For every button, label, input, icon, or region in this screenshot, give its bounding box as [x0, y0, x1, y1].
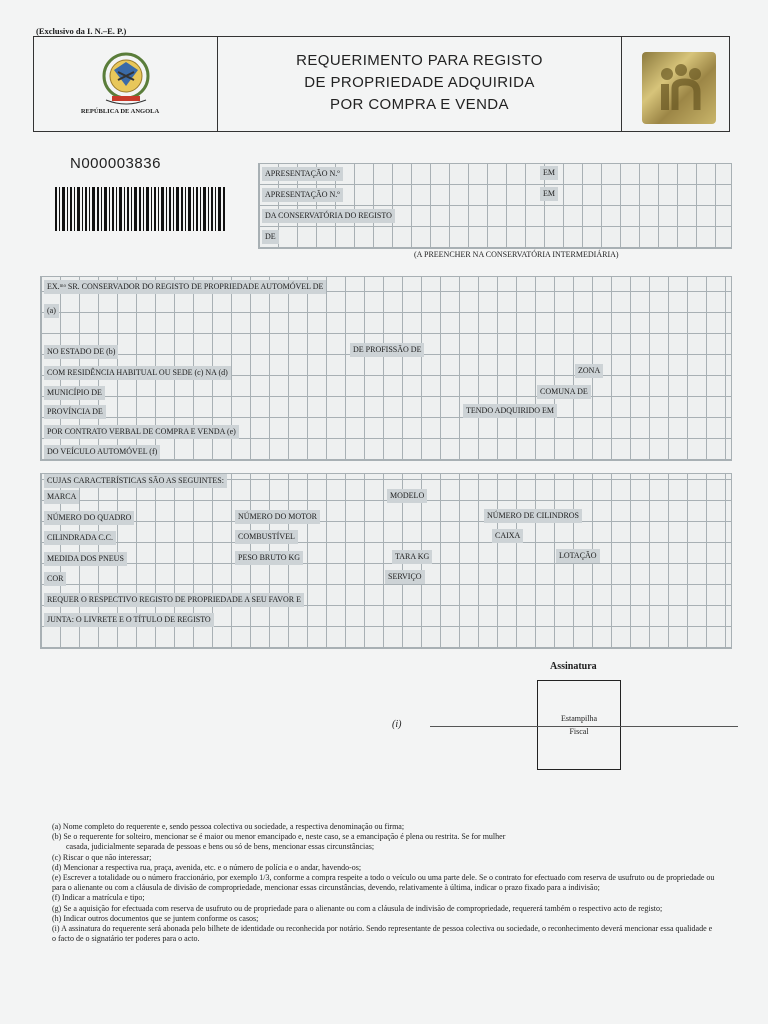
a-label: (a): [44, 304, 59, 318]
angola-emblem-icon: [96, 50, 156, 108]
quadro-label: NÚMERO DO QUADRO: [44, 511, 134, 525]
motor-label: NÚMERO DO MOTOR: [235, 510, 320, 524]
marca-label: MARCA: [44, 490, 79, 504]
republic-label: REPÚBLICA DE ANGOLA: [80, 108, 160, 115]
vehicle-intro-label: CUJAS CARACTERÍSTICAS SÃO AS SEGUINTES:: [44, 474, 227, 488]
residencia-label: COM RESIDÊNCIA HABITUAL OU SEDE (c) NA (d): [44, 366, 231, 380]
stamp-line-1: Estampilha: [561, 714, 597, 723]
servico-label: SERVIÇO: [385, 570, 425, 584]
profissao-label: DE PROFISSÃO DE: [350, 343, 424, 357]
junta-label: JUNTA: O LIVRETE E O TÍTULO DE REGISTO: [44, 613, 214, 627]
footnote-f: (f) Indicar a matrícula e tipo;: [52, 893, 145, 903]
footnote-g: (g) Se a aquisição for efectuada com reserva de usufruto ou de propriedade para o alienante ou com a cláusula de indivisão de compropriedade, requererá também o respectivo acto de registo;: [52, 903, 663, 913]
footnote-c: (c) Riscar o que não interessar;: [52, 852, 152, 862]
footnote-d: (d) Mencionar a respectiva rua, praça, avenida, etc. e o número de polícia e o andar, havendo-os;: [52, 862, 362, 872]
press-seal-icon: [651, 60, 707, 116]
conservatoria-label: DA CONSERVATÓRIA DO REGISTO: [262, 209, 395, 223]
header-divider-right: [621, 36, 622, 132]
modelo-label: MODELO: [387, 489, 427, 503]
registry-note: (A PREENCHER NA CONSERVATÓRIA INTERMEDIÁRIA): [414, 250, 619, 259]
em-1-label: EM: [540, 166, 558, 180]
em-2-label: EM: [540, 187, 558, 201]
de-label: DE: [262, 230, 279, 244]
comuna-label: COMUNA DE: [537, 385, 591, 399]
stamp-line-2: Fiscal: [569, 727, 589, 736]
tara-label: TARA KG: [392, 550, 432, 564]
apresentacao-1-label: APRESENTAÇÃO N.º: [262, 167, 343, 181]
serial-number: N000003836: [70, 155, 161, 172]
municipio-label: MUNICÍPIO DE: [44, 386, 105, 400]
cilindros-label: NÚMERO DE CILINDROS: [484, 509, 582, 523]
footnote-b: (b) Se o requerente for solteiro, mencionar se é maior ou menor emancipado e, neste caso, se a emancipação é plena ou restrita. Se for mulher: [52, 832, 506, 842]
cor-label: COR: [44, 572, 66, 586]
title-line-3: POR COMPRA E VENDA: [330, 96, 509, 113]
header-note: (Exclusivo da I. N.–E. P.): [36, 26, 127, 36]
title-line-2: DE PROPRIEDADE ADQUIRIDA: [304, 74, 535, 91]
peso-label: PESO BRUTO KG: [235, 551, 303, 565]
footnote-a: (a) Nome completo do requerente e, sendo pessoa colectiva ou sociedade, a respectiva denominação ou firma;: [52, 822, 405, 831]
signature-title: Assinatura: [550, 661, 597, 672]
signature-line[interactable]: [430, 726, 738, 727]
contrato-label: POR CONTRATO VERBAL DE COMPRA E VENDA (e): [44, 425, 239, 439]
footnote-i: (i) A assinatura do requerente será abonada pelo bilhete de identidade ou reconhecida por notário. Sendo representante de pessoa colectiva ou sociedade, o reconhecimento deverá mencionar essa qualidade e o facto de o signatário ter poderes para o acto.: [52, 924, 713, 944]
barcode-icon: [55, 187, 227, 231]
estado-label: NO ESTADO DE (b): [44, 345, 118, 359]
page-title: [218, 50, 621, 116]
footnote-b-cont: casada, judicialmente separada de pessoas e bens ou só de bens, mencionar essas circunstâncias;: [66, 842, 375, 852]
cilindrada-label: CILINDRADA C.C.: [44, 531, 116, 545]
apresentacao-2-label: APRESENTAÇÃO N.º: [262, 188, 343, 202]
zona-label: ZONA: [575, 364, 603, 378]
caixa-label: CAIXA: [492, 529, 523, 543]
footnote-e: (e) Escrever a totalidade ou o número fraccionário, por exemplo 1/3, conforme a compra respeite a todo o veículo ou uma parte dele. Se o contrato for efectuado com reserva de usufruto ou de propriedade ou para o alienante ou com a cláusula de divisão de compropriedade, mencionar essas circunstâncias, devendo, relativamente à última, indicar o prazo fixado para a indivisão;: [52, 873, 715, 893]
combustivel-label: COMBUSTÍVEL: [235, 530, 298, 544]
requer-label: REQUER O RESPECTIVO REGISTO DE PROPRIEDADE A SEU FAVOR E: [44, 593, 304, 607]
fiscal-stamp-text: [537, 712, 621, 738]
addressee-label: EX.ᵐᵒ SR. CONSERVADOR DO REGISTO DE PROPRIEDADE AUTOMÓVEL DE: [44, 280, 326, 294]
footnotes: [52, 822, 718, 944]
pneus-label: MEDIDA DOS PNEUS: [44, 552, 127, 566]
adquirido-label: TENDO ADQUIRIDO EM: [463, 404, 557, 418]
lotacao-label: LOTAÇÃO: [556, 549, 600, 563]
title-line-1: REQUERIMENTO PARA REGISTO: [296, 52, 543, 69]
veiculo-label: DO VEÍCULO AUTOMÓVEL (f): [44, 445, 160, 459]
signature-mark: (i): [392, 719, 402, 730]
footnote-h: (h) Indicar outros documentos que se juntem conforme os casos;: [52, 913, 259, 923]
provincia-label: PROVÍNCIA DE: [44, 405, 106, 419]
